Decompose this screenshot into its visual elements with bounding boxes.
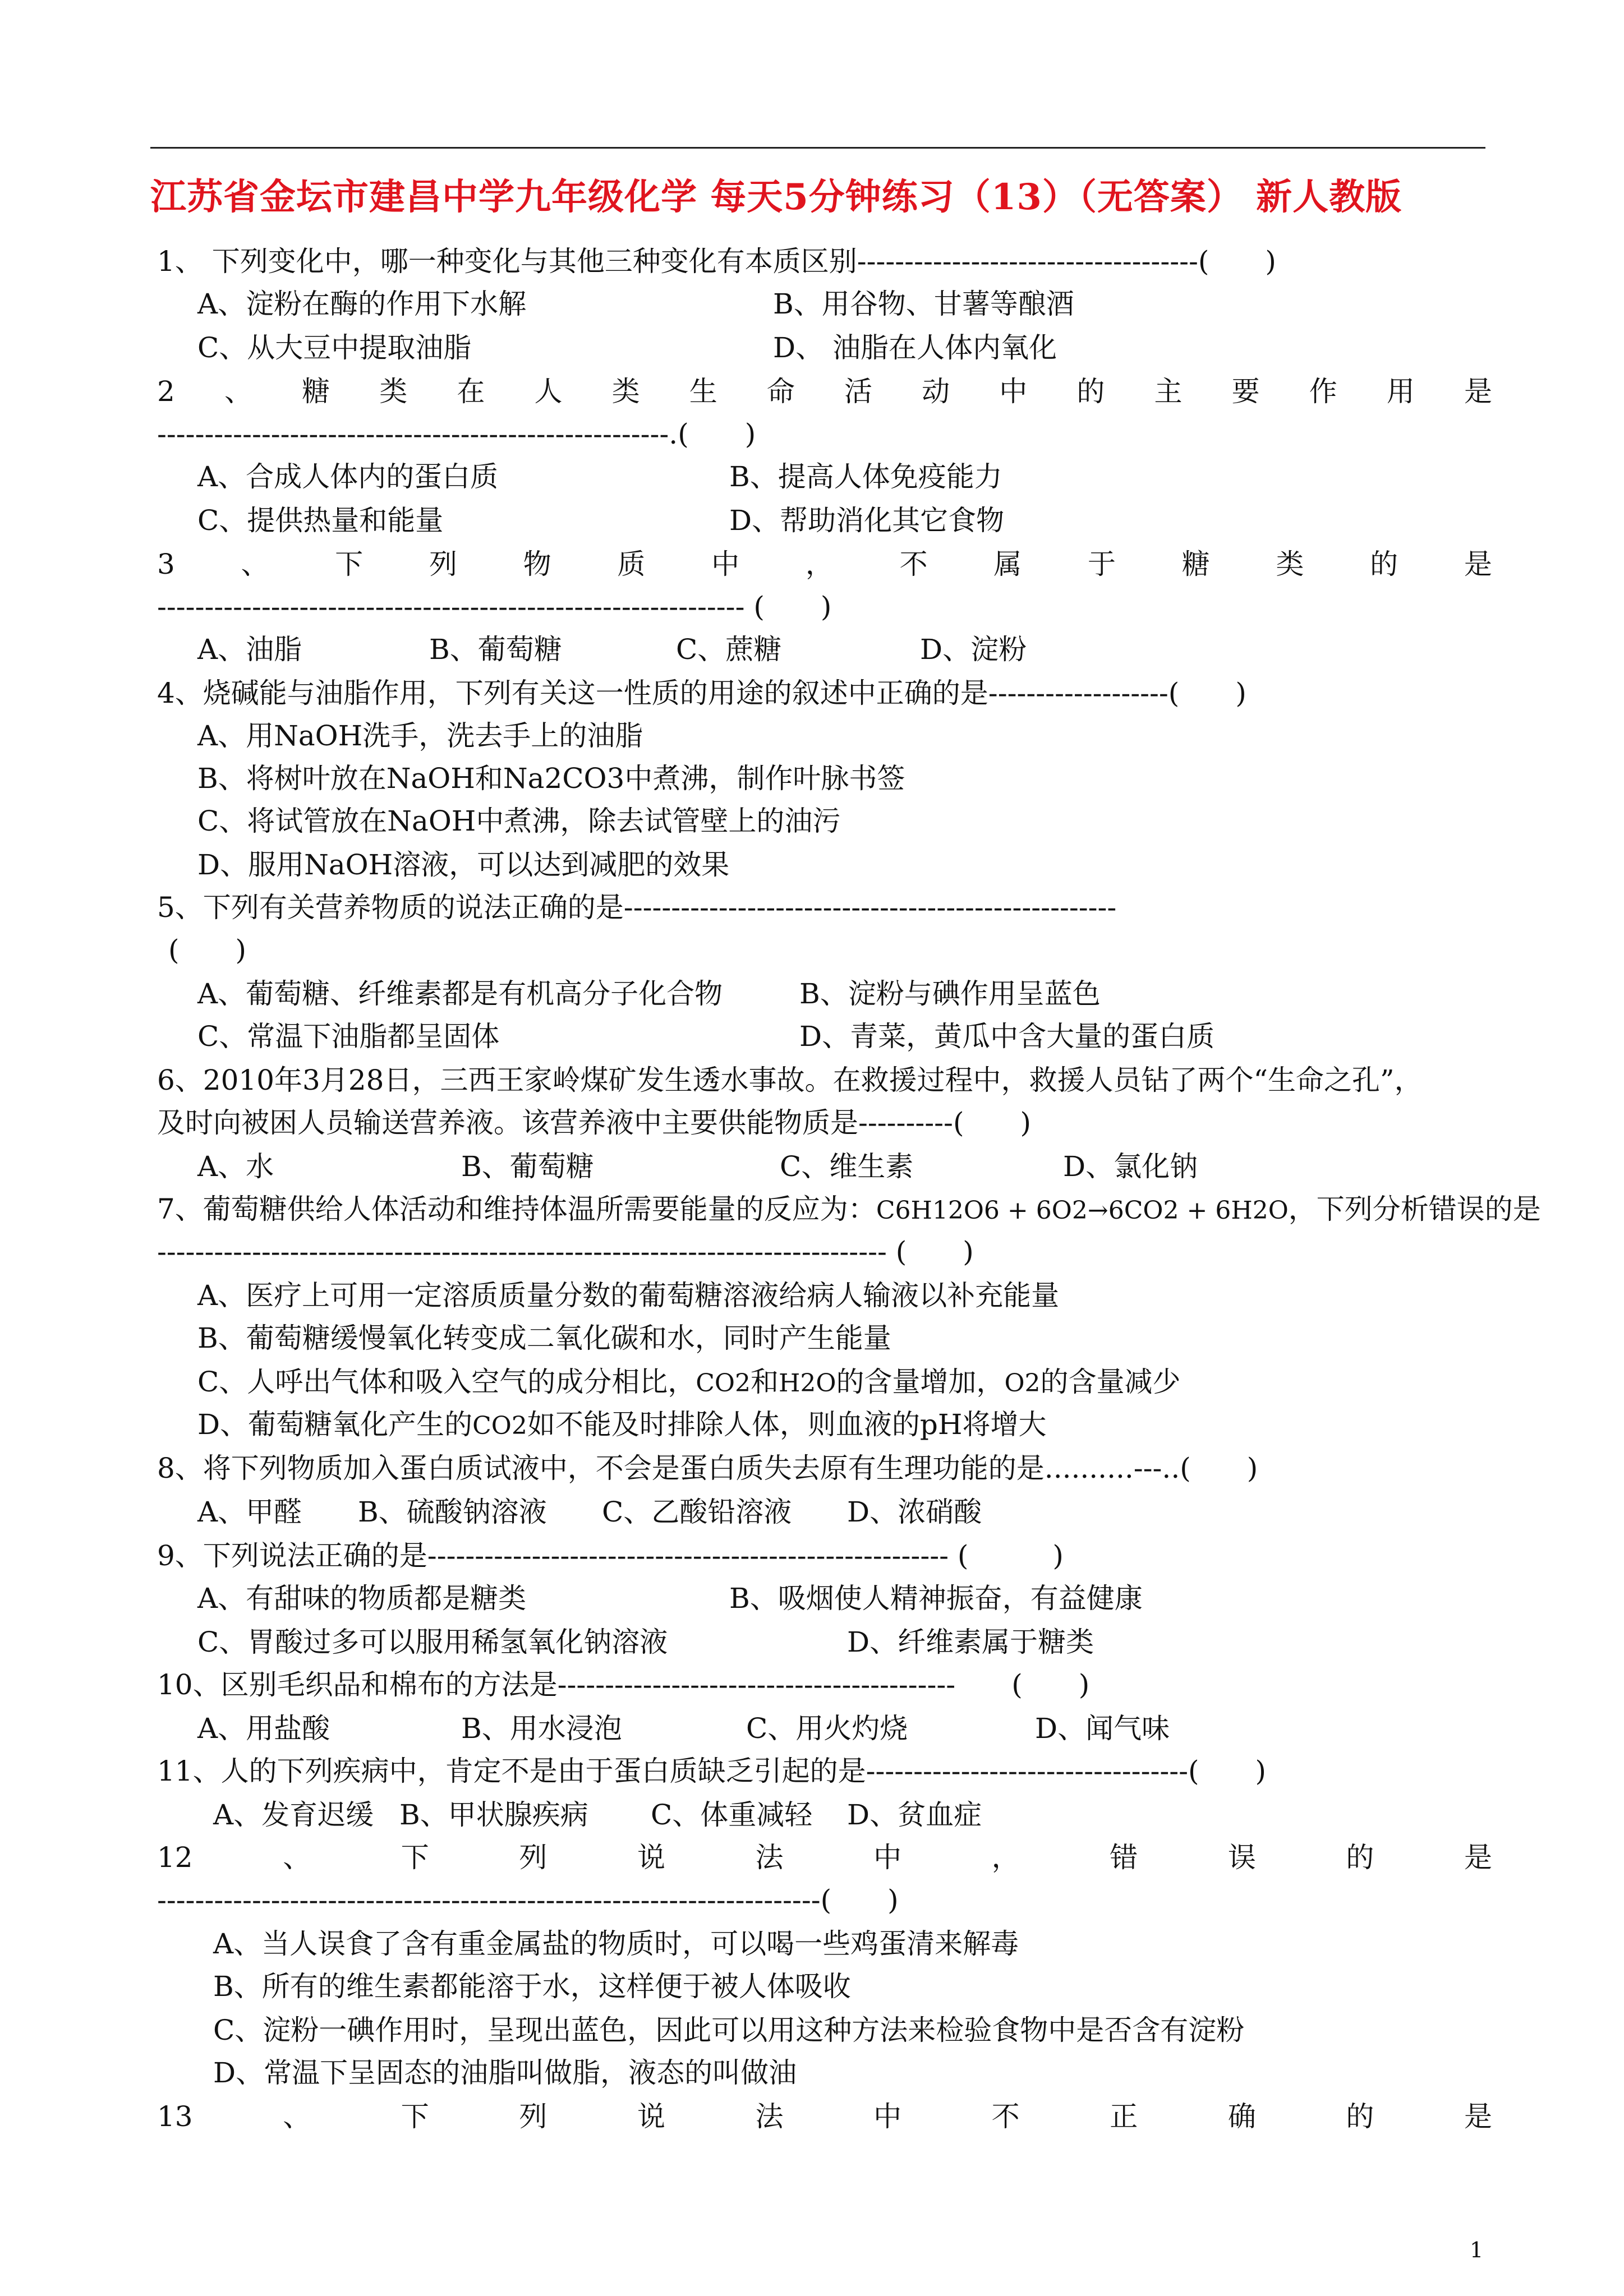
q8-option-b: B、硫酸钠溶液 [358, 1496, 547, 1528]
stem-char: 、 [283, 1841, 311, 1874]
stem-char: 要 [1231, 375, 1260, 408]
stem-char: 13 [157, 2100, 193, 2133]
plus-sign: + [1007, 1196, 1028, 1225]
oxygen-formula: O2 [1004, 1369, 1041, 1398]
q12-option-d: D、常温下呈固态的油脂叫做脂，液态的叫做油 [213, 2057, 797, 2089]
q4-option-c: C、将试管放在NaOH中煮沸，除去试管壁上的油污 [197, 805, 841, 837]
q9-option-a: A、有甜味的物质都是糖类 [197, 1582, 527, 1615]
stem-char: ， [991, 1841, 1020, 1874]
stem-char: 列 [519, 2100, 548, 2133]
q7-option-c [197, 1364, 1181, 1400]
stem-char: 确 [1227, 2100, 1256, 2133]
q4-option-d: D、服用NaOH溶液，可以达到减肥的效果 [197, 849, 730, 881]
q5-option-d: D、青菜，黄瓜中含大量的蛋白质 [799, 1020, 1215, 1053]
page-number: 1 [1470, 2238, 1484, 2262]
stem-char: 误 [1227, 1841, 1256, 1874]
stem-char: 中 [999, 375, 1028, 408]
stem-char: 不 [991, 2100, 1020, 2133]
q11-option-c: C、体重减轻 [651, 1799, 813, 1831]
q7-option-b: B、葡萄糖缓慢氧化转变成二氧化碳和水，同时产生能量 [197, 1322, 891, 1354]
stem-char: 动 [922, 375, 950, 408]
stem-char: 作 [1309, 375, 1337, 408]
stem-char: 的 [1076, 375, 1105, 408]
question-6-stem: 6、2010年3月28日，三西王家岭煤矿发生透水事故。在救援过程中，救援人员钻了两个“生命之孔”， [157, 1064, 1423, 1096]
glucose-formula: C6H12O6 [876, 1196, 1000, 1225]
q5-option-b: B、淀粉与碘作用呈蓝色 [799, 978, 1101, 1010]
q7-option-c-text: C、人呼出气体和吸入空气的成分相比， [197, 1366, 696, 1398]
question-5-stem: 5、下列有关营养物质的说法正确的是---------------------------------------------------- [157, 891, 1117, 924]
reaction-arrow: → [1087, 1196, 1108, 1225]
stem-char: 说 [637, 2100, 665, 2133]
q3-option-d: D、淀粉 [920, 633, 1027, 666]
water-formula: H2O [779, 1369, 836, 1398]
stem-char: 类 [611, 375, 640, 408]
stem-char: 命 [766, 375, 795, 408]
q7-option-c-end: 的含量减少 [1040, 1366, 1181, 1398]
stem-char: 中 [873, 1841, 902, 1874]
stem-char: 中 [873, 2100, 902, 2133]
stem-char: 2 [157, 375, 175, 408]
stem-char: 的 [1346, 2100, 1374, 2133]
stem-char: 生 [689, 375, 717, 408]
q9-option-d: D、纤维素属于糖类 [847, 1626, 1094, 1658]
question-2-dashes: ------------------------------------------------------.( ) [157, 418, 756, 450]
q5-option-a: A、葡萄糖、纤维素都是有机高分子化合物 [197, 978, 723, 1010]
stem-char: 糖 [1181, 548, 1210, 580]
stem-char: 属 [993, 548, 1022, 580]
stem-char: 用 [1386, 375, 1415, 408]
q10-option-c: C、用火灼烧 [746, 1712, 908, 1745]
q10-option-b: B、用水浸泡 [461, 1712, 622, 1745]
stem-char: 人 [534, 375, 563, 408]
stem-char: 下 [335, 548, 364, 580]
q11-option-d: D、贫血症 [847, 1799, 982, 1831]
question-9-stem: 9、下列说法正确的是------------------------------------------------------- ( ) [157, 1539, 1064, 1572]
q3-option-b: B、葡萄糖 [429, 633, 562, 666]
question-3-stem [157, 546, 1492, 582]
stem-char: 类 [1276, 548, 1304, 580]
chemical-equation [876, 1196, 1289, 1225]
stem-char: 是 [1464, 375, 1492, 408]
stem-char: 是 [1464, 548, 1492, 580]
stem-char: 错 [1110, 1841, 1138, 1874]
question-8-stem: 8、将下列物质加入蛋白质试液中，不会是蛋白质失去原有生理功能的是..........---..( ) [157, 1452, 1258, 1484]
q12-option-c: C、淀粉一碘作用时，呈现出蓝色，因此可以用这种方法来检验食物中是否含有淀粉 [213, 2014, 1245, 2046]
q1-option-d: D、 油脂在人体内氧化 [773, 331, 1057, 364]
stem-char: 中 [711, 548, 740, 580]
stem-char: 于 [1088, 548, 1116, 580]
stem-char: 不 [899, 548, 928, 580]
stem-char: 的 [1346, 1841, 1374, 1874]
stem-char: 的 [1370, 548, 1398, 580]
stem-char: 列 [429, 548, 457, 580]
q6-option-a: A、水 [197, 1150, 274, 1183]
plus-sign: + [1186, 1196, 1208, 1225]
stem-char: 糖 [302, 375, 330, 408]
stem-char: 是 [1464, 2100, 1492, 2133]
q6-option-d: D、氯化钠 [1063, 1150, 1198, 1183]
q7-stem-prefix: 7、葡萄糖供给人体活动和维持体温所需要能量的反应为： [157, 1193, 876, 1225]
question-3-dashes: -------------------------------------------------------------- ( ) [157, 591, 832, 623]
q8-option-c: C、乙酸铅溶液 [602, 1496, 792, 1528]
question-6-stem-line2: 及时向被困人员输送营养液。该营养液中主要供能物质是----------( ) [157, 1106, 1031, 1139]
q6-option-c: C、维生素 [780, 1150, 914, 1183]
q7-option-d [197, 1407, 1046, 1442]
stem-char: 正 [1110, 2100, 1138, 2133]
question-5-answer-paren: ( ) [168, 934, 247, 966]
stem-char: 类 [379, 375, 408, 408]
question-2-stem [157, 374, 1492, 409]
q2-option-a: A、合成人体内的蛋白质 [197, 460, 499, 493]
stem-char: 、 [241, 548, 269, 580]
q2-option-b: B、提高人体免疫能力 [729, 460, 1002, 493]
question-12-stem [157, 1839, 1492, 1875]
and-text: 和 [751, 1366, 779, 1398]
q2-option-c: C、提供热量和能量 [197, 504, 444, 537]
water-formula: 6H2O [1215, 1196, 1289, 1225]
question-13-stem [157, 2099, 1492, 2134]
q10-option-d: D、闻气味 [1035, 1712, 1170, 1745]
q7-stem-suffix: ，下列分析错误的是 [1288, 1193, 1541, 1225]
q3-option-c: C、蔗糖 [676, 633, 782, 666]
stem-char: 主 [1154, 375, 1183, 408]
q12-option-a: A、当人误食了含有重金属盐的物质时，可以喝一些鸡蛋清来解毒 [213, 1928, 1019, 1960]
question-7-stem [157, 1191, 1541, 1227]
q7-option-c-mid: 的含量增加， [836, 1366, 1005, 1398]
stem-char: 物 [523, 548, 551, 580]
stem-char: 是 [1464, 1841, 1492, 1874]
q9-option-b: B、吸烟使人精神振奋，有益健康 [729, 1582, 1143, 1615]
q8-option-d: D、浓硝酸 [847, 1496, 982, 1528]
q4-option-a: A、用NaOH洗手，洗去手上的油脂 [197, 720, 643, 752]
stem-char: 下 [401, 1841, 429, 1874]
stem-char: 法 [755, 2100, 784, 2133]
question-10-stem: 10、区别毛织品和棉布的方法是------------------------------------------ ( ) [157, 1668, 1090, 1701]
stem-char: 法 [755, 1841, 784, 1874]
stem-char: 在 [457, 375, 485, 408]
question-1-stem: 1、 下列变化中，哪一种变化与其他三种变化有本质区别------------------------------------( ) [157, 245, 1276, 278]
q12-option-b: B、所有的维生素都能溶于水，这样便于被人体吸收 [213, 1970, 851, 2003]
q8-option-a: A、甲醛 [197, 1496, 302, 1528]
stem-char: 说 [637, 1841, 665, 1874]
stem-char: 列 [519, 1841, 548, 1874]
question-12-dashes: ----------------------------------------------------------------------( ) [157, 1884, 899, 1916]
q7-option-d-text: D、葡萄糖氧化产生的 [197, 1408, 473, 1441]
q6-option-b: B、葡萄糖 [461, 1150, 594, 1183]
q3-option-a: A、油脂 [197, 633, 302, 666]
q1-option-a: A、淀粉在酶的作用下水解 [197, 288, 527, 320]
stem-char: 质 [617, 548, 646, 580]
q7-option-a: A、医疗上可用一定溶质质量分数的葡萄糖溶液给病人输液以补充能量 [197, 1279, 1060, 1312]
stem-char: 3 [157, 548, 175, 580]
q1-option-b: B、用谷物、甘薯等酿酒 [773, 288, 1074, 320]
q9-option-c: C、胃酸过多可以服用稀氢氧化钠溶液 [197, 1626, 668, 1658]
q7-option-d-end: 如不能及时排除人体，则血液的pH将增大 [527, 1408, 1047, 1441]
stem-char: 下 [401, 2100, 429, 2133]
stem-char: ， [805, 548, 834, 580]
stem-char: 、 [283, 2100, 311, 2133]
q5-option-c: C、常温下油脂都呈固体 [197, 1020, 500, 1053]
q4-option-b: B、将树叶放在NaOH和Na2CO3中煮沸，制作叶脉书签 [197, 762, 905, 795]
q2-option-d: D、帮助消化其它食物 [729, 504, 1005, 537]
q10-option-a: A、用盐酸 [197, 1712, 330, 1745]
question-11-stem: 11、人的下列疾病中，肯定不是由于蛋白质缺乏引起的是----------------------------------( ) [157, 1755, 1267, 1787]
q11-option-a: A、发育迟缓 [213, 1799, 374, 1831]
co2-formula: 6CO2 [1108, 1196, 1179, 1225]
co2-formula: CO2 [472, 1412, 527, 1440]
co2-formula: CO2 [696, 1369, 751, 1398]
q11-option-b: B、甲状腺疾病 [399, 1799, 588, 1831]
question-7-dashes: ----------------------------------------------------------------------------- ( ) [157, 1235, 974, 1268]
stem-char: 、 [224, 375, 252, 408]
page-title: 江苏省金坛市建昌中学九年级化学 每天5分钟练习（13）（无答案） 新人教版 [150, 176, 1402, 218]
stem-char: 活 [844, 375, 872, 408]
oxygen-formula: 6O2 [1036, 1196, 1088, 1225]
question-4-stem: 4、烧碱能与油脂作用，下列有关这一性质的用途的叙述中正确的是-------------------( ) [157, 677, 1246, 709]
q1-option-c: C、从大豆中提取油脂 [197, 331, 472, 364]
stem-char: 12 [157, 1841, 193, 1874]
